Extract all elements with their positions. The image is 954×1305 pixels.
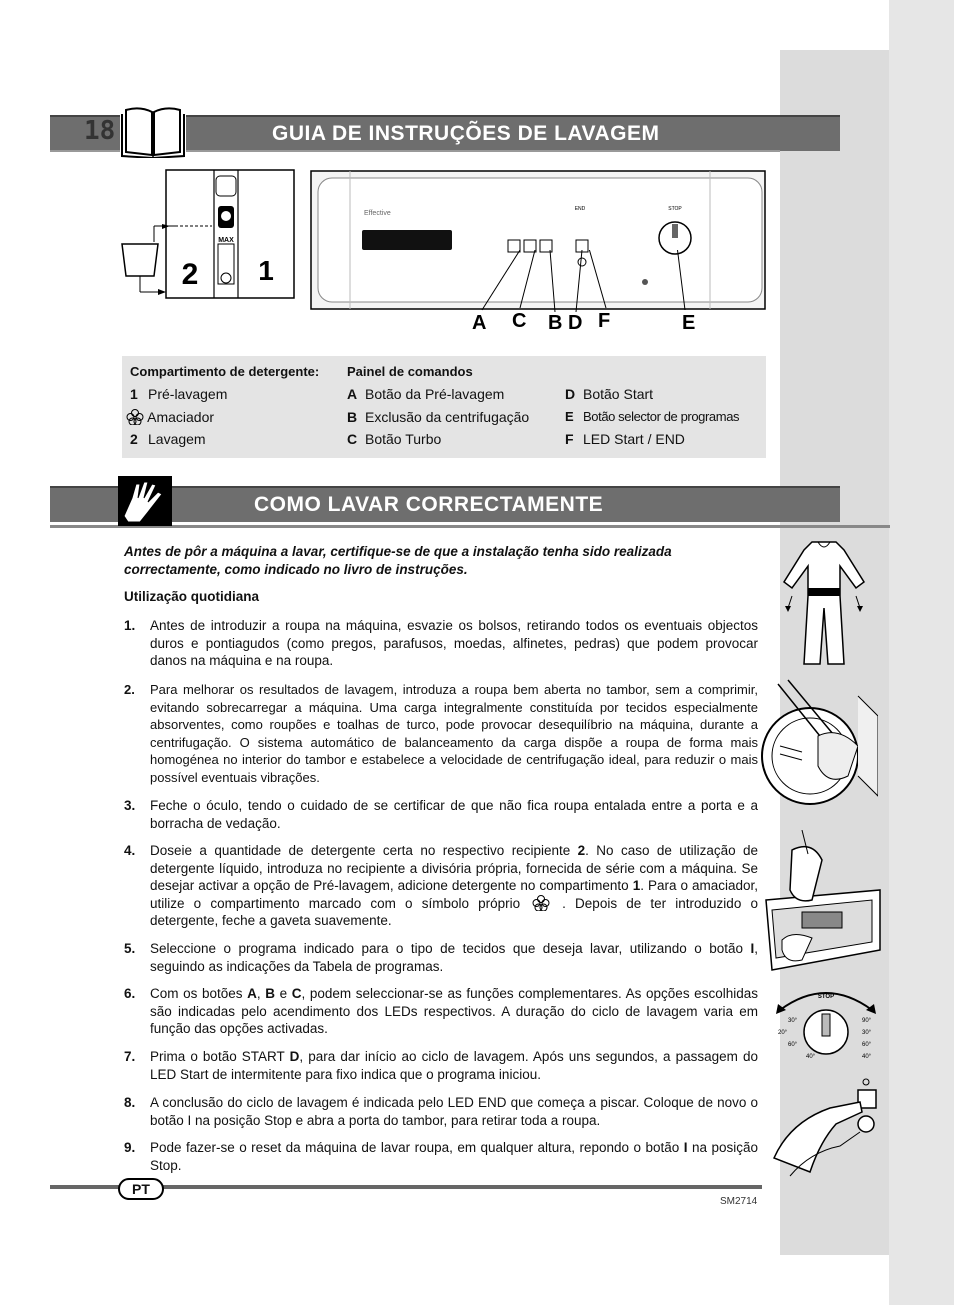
- list-item: 9. Pode fazer-se o reset da máquina de lavar roupa, em qualquer altura, repondo o botão I na posição Stop.: [124, 1140, 758, 1173]
- drawer-label-1: 1: [258, 255, 274, 286]
- list-item: 5. Seleccione o programa indicado para o tipo de tecidos que deseja lavar, utilizando o botão I, seguindo as indicações da Tabela de programas.: [124, 941, 758, 974]
- legend-heading-detergent: Compartimento de detergente:: [130, 364, 320, 379]
- softener-flower-icon: [530, 895, 552, 911]
- callout-c: C: [512, 310, 527, 332]
- drawer-max-label: MAX: [218, 237, 234, 244]
- program-knob-illustration: [766, 982, 886, 1072]
- svg-text:40°: 40°: [862, 1054, 872, 1060]
- callout-d: D: [568, 312, 583, 334]
- legend-item: 1 Pré-lavagem: [130, 386, 228, 402]
- legend-item: E Botão selector de programas: [565, 409, 740, 424]
- page-number: 18: [84, 116, 116, 146]
- list-item: 3. Feche o óculo, tendo o cuidado de se certificar de que não fica roupa entalada entre a porta e a borracha de vedação.: [124, 798, 758, 831]
- loading-drum-illustration: [758, 676, 878, 816]
- callout-lines: [460, 250, 720, 340]
- hand-icon: [118, 476, 172, 526]
- legend-item: B Exclusão da centrifugação: [347, 409, 530, 425]
- list-item: 8. A conclusão do ciclo de lavagem é indicada pelo LED END que começa a piscar. Coloque de novo o botão I na posição Stop e abra a porta do tambor, para retirar toda a roupa.: [124, 1095, 758, 1128]
- legend-item: 2 Lavagem: [130, 431, 206, 447]
- list-item: 4. Doseie a quantidade de detergente certa no respectivo recipiente 2. No caso de utilização de detergente líquido, introduza no recipiente a divisória própria, fornecida de série com a máquina. Se desejar activar a opção de Pré-lavagem, adicione detergente no compartimento 1. Para o amaciador, utilize o compartimento marcado com o símbolo próprio . Depois de ter introduzido o detergente, feche a gaveta suavemente.: [124, 843, 759, 928]
- intro-paragraph: Antes de pôr a máquina a lavar, certifique-se de que a instalação tenha sido realizada correctamente, como indicado no livro de instruções.: [124, 544, 672, 577]
- svg-text:30°: 30°: [862, 1030, 872, 1036]
- knob-stop-label: STOP: [817, 994, 835, 1000]
- language-badge: PT: [118, 1178, 164, 1200]
- svg-text:20°: 20°: [778, 1030, 788, 1036]
- drawer-label-2: 2: [181, 258, 199, 291]
- list-item: 6. Com os botões A, B e C, podem seleccionar-se as funções complementares. As opções escolhidas são indicadas pelo acendimento dos LEDs respectivos. A duração do ciclo de lavagem varia em função das opções activadas.: [124, 986, 758, 1036]
- callout-a: A: [472, 312, 487, 334]
- svg-text:60°: 60°: [788, 1042, 798, 1048]
- legend-item: F LED Start / END: [565, 431, 685, 447]
- sidebar-outer-strip: [889, 0, 954, 1305]
- detergent-drawer-illustration: [118, 168, 296, 300]
- panel-brand: Effective: [364, 210, 391, 217]
- legend-heading-panel: Painel de comandos: [347, 364, 473, 379]
- legend-item: C Botão Turbo: [347, 431, 442, 447]
- list-item: 2. Para melhorar os resultados de lavagem, introduza a roupa bem aberta no tambor, sem a comprimir, evitando sobrecarregar a máquina. Uma carga integralmente constituída por tecidos especialmente absorventes, como roupões e toalhas de turco, pode provocar desequilíbrio na máquina, durante a centrifugação. O sistema automático de balanceamento da carga dispõe a roupa de forma mais homogénea no interior do tambor e estabelece a velocidade de centrifugação ideal, para reduzir o mais possível eventuais vibrações.: [124, 682, 758, 785]
- start-button-finger-illustration: [770, 1072, 880, 1182]
- section-title: COMO LAVAR CORRECTAMENTE: [254, 493, 604, 516]
- svg-text:60°: 60°: [862, 1042, 872, 1048]
- panel-end-label: END: [574, 206, 586, 212]
- header-underline: [50, 525, 890, 528]
- svg-text:30°: 30°: [788, 1018, 798, 1024]
- list-item: 1. Antes de introduzir a roupa na máquina, esvazie os bolsos, retirando todos os eventuais objectos duros e pontiagudos (como pregos, parafusos, moedas, alfinetes, pedras) que podem provocar danos na máquina e na roupa.: [124, 618, 758, 668]
- document-code: SM2714: [720, 1196, 758, 1207]
- open-book-icon: [120, 100, 186, 158]
- softener-flower-icon: [126, 409, 144, 425]
- svg-text:40°: 40°: [806, 1054, 816, 1060]
- list-item: 7. Prima o botão START D, para dar início ao ciclo de lavagem. Após uns segundos, a passagem do LED Start de intermitente para fixo indica que o programa iniciou.: [124, 1049, 758, 1082]
- legend-item: Amaciador: [126, 409, 214, 425]
- pockets-garment-illustration: [778, 536, 870, 666]
- section-title: GUIA DE INSTRUÇÕES DE LAVAGEM: [272, 122, 660, 145]
- detergent-drawer-hand-illustration: [762, 830, 882, 980]
- callout-f: F: [598, 310, 611, 332]
- callout-e: E: [682, 312, 696, 334]
- panel-stop-label: STOP: [668, 206, 682, 212]
- callout-b: B: [548, 312, 563, 334]
- legend-item: A Botão da Pré-lavagem: [347, 386, 505, 402]
- svg-text:90°: 90°: [862, 1018, 872, 1024]
- legend-box: [122, 356, 766, 458]
- legend-item: D Botão Start: [565, 386, 654, 402]
- subheading-daily-use: Utilização quotidiana: [124, 589, 260, 604]
